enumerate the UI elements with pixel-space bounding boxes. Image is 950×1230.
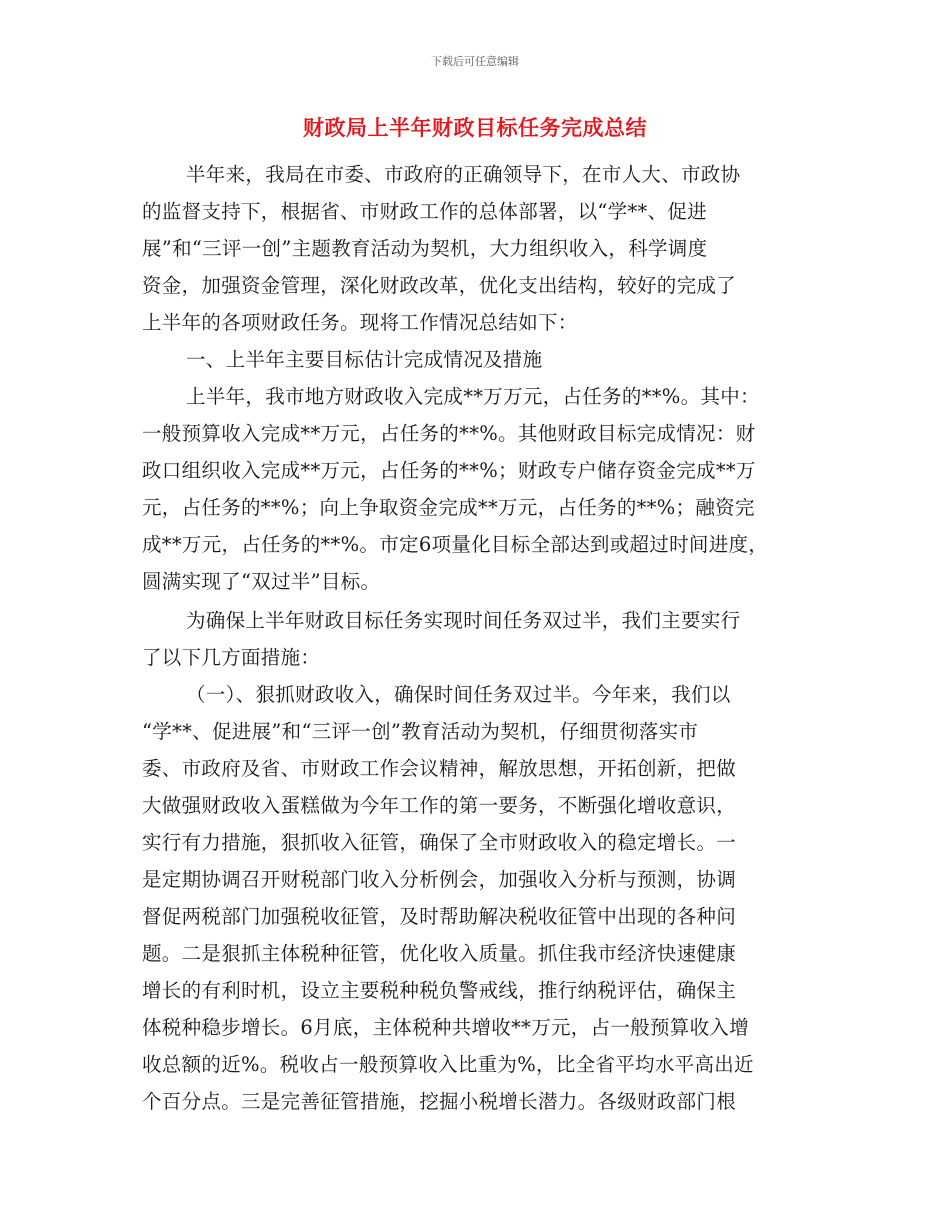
text-line: 半年来，我局在市委、市政府的正确领导下，在市人大、市政协 (186, 163, 741, 186)
text-line: 成**万元，占任务的**%。市定6项量化目标全部达到或超过时间进度， (142, 533, 769, 556)
text-line: 委、市政府及省、市财政工作会议精神，解放思想，开拓创新，把做 (142, 757, 737, 780)
text-line: 体税种稳步增长。6月底，主体税种共增收**万元，占一般预算收入增 (142, 1016, 750, 1039)
text-line: 为确保上半年财政目标任务实现时间任务双过半，我们主要实行 (186, 609, 741, 632)
text-line: 督促两税部门加强税收征管，及时帮助解决税收征管中出现的各种问 (142, 905, 737, 928)
section-heading: 一、上半年主要目标估计完成情况及措施 (186, 348, 543, 371)
text-line: 上半年，我市地方财政收入完成**万万元，占任务的**%。其中： (186, 385, 760, 408)
text-line: 的监督支持下，根据省、市财政工作的总体部署，以“学**、促进 (142, 200, 707, 223)
subsection-heading: （一）、狠抓财政收入，确保时间任务双过半。今年来，我们以 (186, 683, 731, 706)
text-line: 个百分点。三是完善征管措施，挖掘小税增长潜力。各级财政部门根 (142, 1090, 737, 1113)
text-line: 大做强财政收入蛋糕做为今年工作的第一要务，不断强化增收意识， (142, 794, 737, 817)
text-line: 上半年的各项财政任务。现将工作情况总结如下： (142, 311, 578, 334)
document-title: 财政局上半年财政目标任务完成总结 (303, 115, 647, 140)
text-line: 增长的有利时机，设立主要税种税负警戒线，推行纳税评估，确保主 (142, 979, 737, 1002)
text-line: 展”和“三评一创”主题教育活动为契机，大力组织收入，科学调度 (142, 237, 708, 260)
text-line: “学**、促进展”和“三评一创”教育活动为契机，仔细贯彻落实市 (142, 720, 699, 743)
header-note: 下载后可任意编辑 (431, 55, 519, 68)
text-line: 了以下几方面措施： (142, 646, 321, 669)
text-line: 收总额的近%。税收占一般预算收入比重为%，比全省平均水平高出近 (142, 1053, 754, 1076)
text-line: 一般预算收入完成**万元，占任务的**%。其他财政目标完成情况：财 (142, 422, 756, 445)
text-line: 资金，加强资金管理，深化财政改革，优化支出结构，较好的完成了 (142, 274, 737, 297)
text-line: 圆满实现了“双过半”目标。 (142, 570, 381, 593)
text-line: 政口组织收入完成**万元，占任务的**%；财政专户储存资金完成**万 (142, 459, 756, 482)
text-line: 元，占任务的**%；向上争取资金完成**万元，占任务的**%；融资完 (142, 496, 755, 519)
text-line: 实行有力措施，狠抓收入征管，确保了全市财政收入的稳定增长。一 (142, 831, 737, 854)
text-line: 是定期协调召开财税部门收入分析例会，加强收入分析与预测，协调 (142, 868, 737, 891)
text-line: 题。二是狠抓主体税种征管，优化收入质量。抓住我市经济快速健康 (142, 942, 737, 965)
